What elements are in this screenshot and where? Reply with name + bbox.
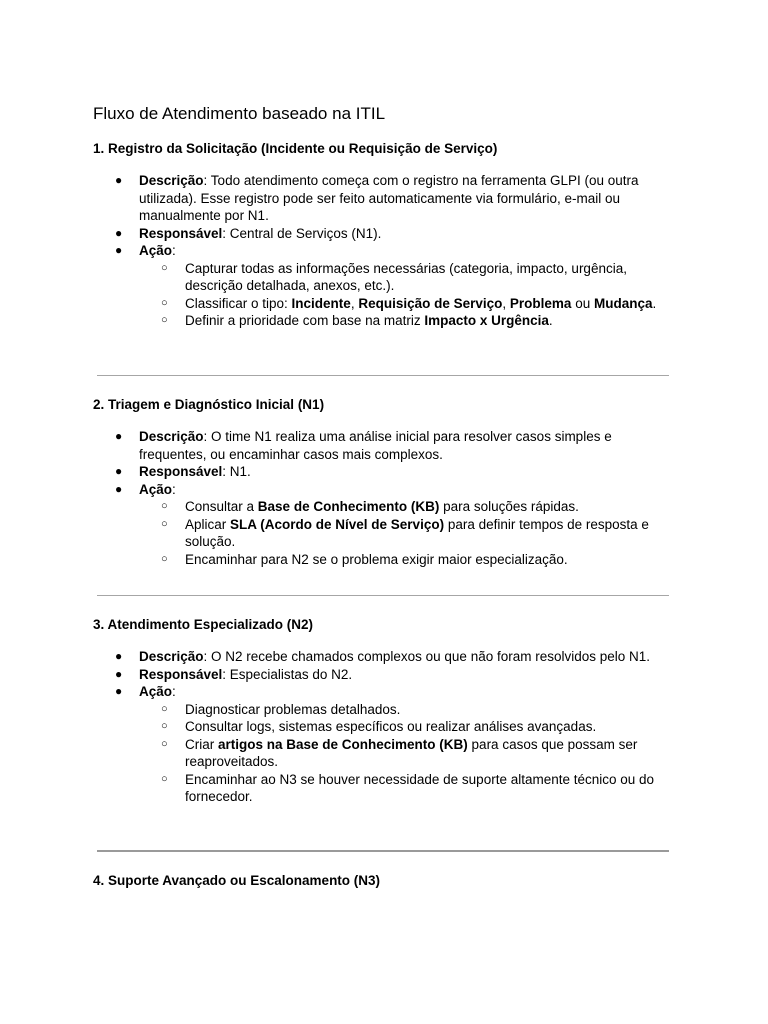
text-span: : (172, 481, 176, 497)
section-heading: 2. Triagem e Diagnóstico Inicial (N1) (93, 397, 325, 412)
bold-text: Descrição (139, 429, 204, 444)
bullet-icon: ● (115, 684, 123, 698)
bold-text: Base de Conhecimento (KB) (257, 499, 440, 514)
list-item (0, 481, 674, 569)
hollow-bullet-icon: ○ (161, 500, 168, 512)
section-divider (97, 850, 669, 852)
hollow-bullet-icon: ○ (161, 772, 168, 785)
hollow-bullet-icon: ○ (161, 296, 168, 309)
hollow-bullet-icon: ○ (161, 261, 168, 274)
section-divider (97, 375, 669, 376)
text-span: . (652, 295, 657, 311)
bold-text: Ação (139, 684, 173, 699)
list-item (0, 463, 674, 481)
sub-list-item (0, 312, 675, 330)
text-span: , (502, 295, 510, 311)
hollow-bullet-icon: ○ (161, 552, 168, 565)
text-span: Diagnosticar problemas detalhados. (185, 701, 401, 717)
bullet-icon: ● (115, 429, 123, 443)
text-span: para definir tempos de resposta e solução. (185, 516, 649, 549)
sub-list-item (0, 260, 675, 295)
hollow-bullet-icon: ○ (161, 737, 168, 750)
sub-list-item (0, 701, 675, 719)
bold-text: SLA (Acordo de Nível de Serviço) (230, 516, 445, 532)
text-span: Aplicar (185, 516, 231, 532)
bold-text: Responsável (139, 666, 223, 682)
sub-list (0, 498, 674, 568)
bullet-icon: ● (115, 666, 123, 681)
list-item (0, 225, 674, 243)
text-span: para casos que possam ser reaproveitados. (185, 736, 638, 769)
document-title: Fluxo de Atendimento baseado na ITIL (93, 104, 386, 123)
bold-text: Requisição de Serviço (358, 295, 503, 311)
bullet-icon: ● (115, 481, 123, 496)
hollow-bullet-icon: ○ (161, 517, 168, 530)
hollow-bullet-icon: ○ (161, 702, 168, 715)
text-span: : Especialistas do N2. (222, 666, 353, 682)
bullet-icon: ● (115, 243, 123, 257)
text-span: : (172, 243, 176, 258)
text-span: : (172, 684, 176, 699)
text-span: : O time N1 realiza uma análise inicial para resolver casos simples e frequentes, ou encaminhar casos mais complexos. (139, 429, 612, 462)
sub-list (0, 701, 674, 806)
text-span: : Todo atendimento começa com o registro na ferramenta GLPI (ou outra utilizada). Esse registro pode ser feito automaticamente via formulário, e-mail ou manualmente por N1. (139, 173, 639, 223)
text-span: : Central de Serviços (N1). (222, 225, 382, 241)
text-span: Consultar a (185, 499, 258, 514)
bold-text: artigos na Base de Conhecimento (KB) (218, 736, 468, 752)
bullet-list (0, 428, 768, 568)
bold-text: Incidente (291, 295, 351, 311)
text-span: Capturar todas as informações necessárias (categoria, impacto, urgência, descrição detalhada, anexos, etc.). (185, 260, 627, 293)
bold-text: Descrição (139, 173, 204, 188)
text-span: : O N2 recebe chamados complexos ou que não foram resolvidos pelo N1. (203, 649, 651, 664)
text-span: Encaminhar para N2 se o problema exigir maior especialização. (185, 551, 568, 567)
bold-text: Impacto x Urgência (424, 313, 549, 328)
list-item (0, 242, 674, 330)
text-span: , (350, 295, 359, 311)
section-heading: 4. Suporte Avançado ou Escalonamento (N3) (93, 873, 381, 888)
list-item (0, 666, 674, 684)
hollow-bullet-icon: ○ (161, 314, 168, 326)
text-span: Criar (185, 736, 218, 752)
section-heading: 1. Registro da Solicitação (Incidente ou Requisição de Serviço) (93, 141, 498, 156)
text-span: Encaminhar ao N3 se houver necessidade de suporte altamente técnico ou do fornecedor. (185, 771, 655, 804)
section-heading: 3. Atendimento Especializado (N2) (93, 617, 314, 632)
sub-list-item (0, 498, 675, 516)
bold-text: Descrição (139, 649, 204, 664)
text-span: Classificar o tipo: (185, 295, 292, 311)
bullet-list (0, 172, 768, 330)
text-span: Consultar logs, sistemas específicos ou realizar análises avançadas. (185, 719, 597, 734)
text-span: para soluções rápidas. (439, 499, 579, 514)
list-item (0, 428, 674, 463)
text-span: . (548, 313, 553, 328)
sub-list (0, 260, 674, 330)
bullet-icon: ● (115, 173, 123, 187)
list-item (0, 648, 674, 666)
text-span: : N1. (222, 464, 251, 479)
list-item (0, 172, 674, 225)
hollow-bullet-icon: ○ (161, 720, 168, 732)
text-span: Definir a prioridade com base na matriz (185, 313, 425, 328)
list-item (0, 683, 674, 806)
sub-list-item (0, 736, 675, 771)
bullet-icon: ● (115, 464, 123, 478)
bold-text: Problema (509, 295, 572, 311)
bullet-icon: ● (115, 649, 123, 663)
bold-text: Responsável (139, 225, 223, 241)
bold-text: Responsável (139, 464, 223, 479)
bullet-list (0, 648, 768, 806)
bold-text: Ação (139, 481, 173, 497)
bold-text: Ação (139, 243, 173, 258)
sub-list-item (0, 771, 675, 806)
sub-list-item (0, 551, 675, 569)
sub-list-item (0, 718, 675, 736)
sub-list-item (0, 295, 675, 313)
text-span: ou (571, 295, 594, 311)
bullet-icon: ● (115, 225, 123, 240)
bold-text: Mudança (593, 295, 653, 311)
sub-list-item (0, 516, 675, 551)
section-divider (97, 595, 669, 596)
